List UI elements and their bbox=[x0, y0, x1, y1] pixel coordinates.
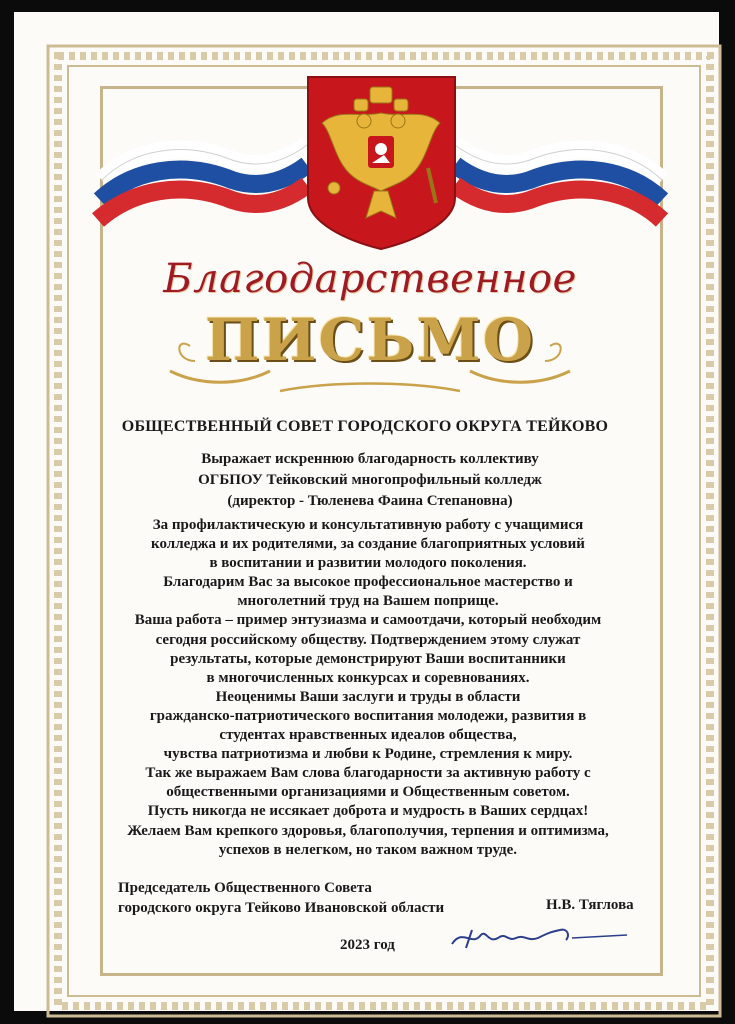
body-line: Благодарим Вас за высокое профессиональное мастерство и bbox=[163, 574, 573, 591]
body-line: Неоценимы Ваши заслуги и труды в области bbox=[215, 688, 521, 705]
body-line: успехов в нелегком, но таком важном труде. bbox=[218, 841, 518, 858]
body-line: Ваша работа – пример энтузиазма и самоотдачи, который необходим bbox=[134, 612, 602, 629]
body-line: сегодня российскому обществу. Подтверждением этому служат bbox=[155, 631, 581, 648]
body-line: многолетний труд на Вашем поприще. bbox=[237, 593, 499, 610]
body-line: гражданско-патриотического воспитания молодежи, развития в bbox=[149, 707, 587, 724]
body-line: студентах нравственных идеалов общества, bbox=[219, 727, 517, 744]
tricolor-ribbon-right-icon bbox=[450, 120, 670, 270]
title-main: ПИСЬМО bbox=[204, 306, 536, 374]
signatory-position bbox=[118, 878, 444, 918]
title-script: Благодарственное bbox=[163, 256, 577, 302]
body-line: в воспитании и развитии молодого поколения. bbox=[209, 555, 527, 572]
position-line: городского округа Тейково Ивановской области bbox=[118, 900, 445, 916]
body-text bbox=[100, 516, 636, 860]
body-line: Пусть никогда не иссякает доброта и мудрость в Ваших сердцах! bbox=[147, 803, 589, 820]
body-line: результаты, которые демонстрируют Ваши воспитанники bbox=[170, 650, 566, 667]
signatory-name: Н.В. Тяглова bbox=[546, 897, 634, 913]
tricolor-ribbon-left-icon bbox=[92, 120, 312, 270]
gratitude-line: Выражает искреннюю благодарность коллективу bbox=[201, 451, 539, 467]
body-line: колледжа и их родителями, за создание благоприятных условий bbox=[151, 536, 585, 553]
gratitude-line: ОГБПОУ Тейковский многопрофильный колледж bbox=[198, 472, 542, 488]
body-line: Желаем Вам крепкого здоровья, благополучия, терпения и оптимизма, bbox=[127, 822, 609, 839]
russian-coat-of-arms-icon bbox=[304, 73, 459, 251]
body-line: в многочисленных конкурсах и соревнованиях. bbox=[206, 669, 530, 686]
council-name: ОБЩЕСТВЕННЫЙ СОВЕТ ГОРОДСКОГО ОКРУГА ТЕЙКОВО bbox=[121, 418, 609, 435]
body-line: Так же выражаем Вам слова благодарности за активную работу с bbox=[145, 765, 591, 782]
position-line: Председатель Общественного Совета bbox=[118, 880, 372, 896]
document-year: 2023 год bbox=[340, 937, 395, 953]
gratitude-block bbox=[110, 449, 630, 512]
gratitude-line: (директор - Тюленева Фаина Степановна) bbox=[227, 493, 513, 509]
handwritten-signature bbox=[442, 908, 632, 958]
body-line: За профилактическую и консультативную работу с учащимися bbox=[152, 517, 584, 533]
body-line: чувства патриотизма и любви к Родине, стремления к миру. bbox=[163, 746, 573, 763]
body-line: общественными организациями и Общественным советом. bbox=[166, 784, 570, 801]
